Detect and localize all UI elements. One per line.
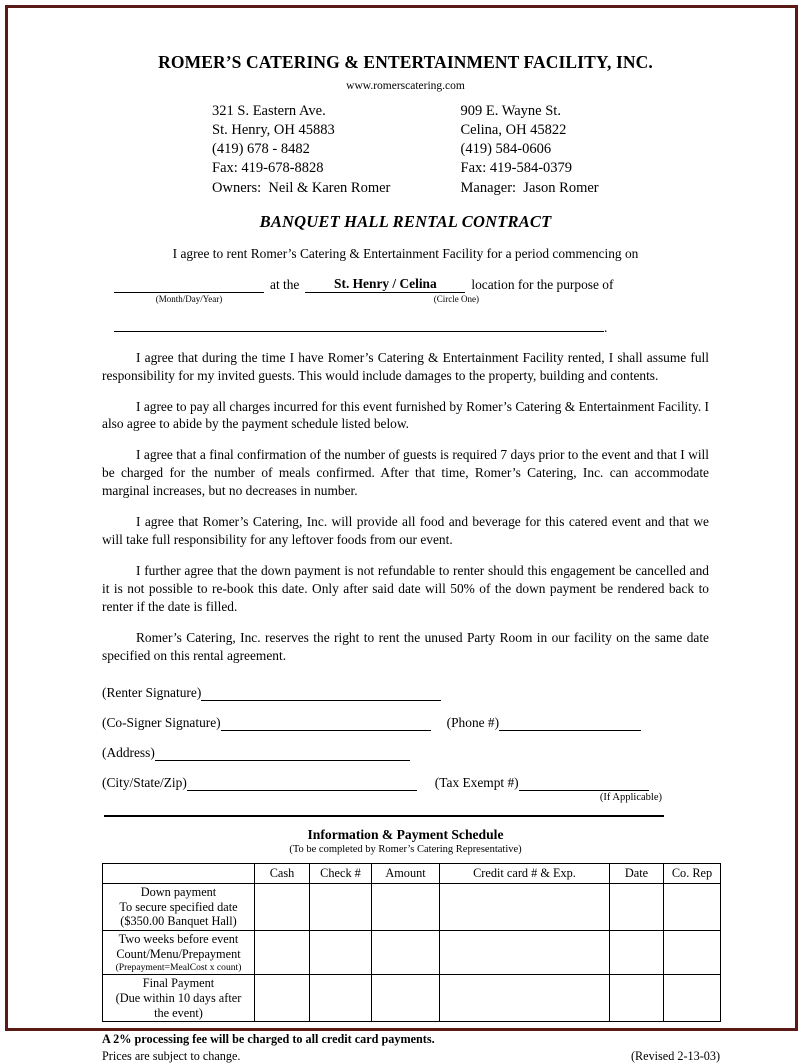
row-3-co-rep-cell[interactable] bbox=[664, 975, 721, 1022]
paragraph-3 bbox=[102, 446, 709, 500]
contract-title: BANQUET HALL RENTAL CONTRACT bbox=[259, 211, 552, 231]
row-3-description bbox=[103, 975, 255, 1022]
month-day-year-label: (Month/Day/Year) bbox=[155, 293, 223, 304]
paragraph-6-text: Romer’s Catering, Inc. reserves the right to rent the unused Party Room in our facility on the same date specified on this rental agreement. bbox=[102, 630, 709, 664]
address-right bbox=[461, 102, 710, 198]
revised-date: (Revised 2-13-03) bbox=[630, 1049, 720, 1064]
header-co-rep: Co. Rep bbox=[664, 863, 721, 883]
company-website: www.romerscatering.com bbox=[346, 80, 465, 92]
date-blank-field[interactable] bbox=[114, 277, 264, 293]
purpose-blank-row bbox=[102, 316, 709, 336]
co-signer-label: (Co-Signer Signature) bbox=[102, 714, 221, 730]
at-the-label: at the bbox=[270, 276, 300, 292]
row-2-co-rep-cell[interactable] bbox=[664, 931, 721, 975]
date-location-sublabels bbox=[102, 294, 709, 304]
paragraph-5-text: I further agree that the down payment is not refundable to renter should this engagement be cancelled and it is not possible to re-book this date. Only after said date will 50% of the down payment be rendered back to renter if the date is filled. bbox=[102, 563, 709, 615]
row-1-cash-cell[interactable] bbox=[255, 883, 310, 930]
address-right-street: 909 E. Wayne St. bbox=[460, 103, 561, 119]
intro-text: I agree to rent Romer’s Catering & Entertainment Facility for a period commencing on bbox=[172, 245, 639, 261]
city-state-zip-field[interactable] bbox=[187, 776, 417, 791]
phone-label: (Phone #) bbox=[446, 714, 500, 730]
paragraph-1-text: I agree that during the time I have Romer’s Catering & Entertainment Facility rented, I shall assume full responsibility for my invited guests. This would include damages to the property, building and contents. bbox=[102, 349, 709, 383]
row-3-line-3: the event) bbox=[154, 1005, 203, 1020]
paragraph-4-text: I agree that Romer’s Catering, Inc. will provide all food and beverage for this catered event and that we will take full responsibility for any leftover foods from our event. bbox=[102, 514, 709, 548]
row-1-line-3: ($350.00 Banquet Hall) bbox=[120, 914, 237, 929]
paragraph-3-text: I agree that a final confirmation of the number of guests is required 7 days prior to the event and that I will be charged for the number of meals confirmed. After that time, Romer’s Catering, Inc. can accommodate marginal increases, but no decreases in number. bbox=[102, 447, 709, 499]
row-1-amount-cell[interactable] bbox=[372, 883, 440, 930]
address-field[interactable] bbox=[155, 746, 410, 761]
paragraph-6 bbox=[102, 629, 709, 665]
row-1-credit-card-cell[interactable] bbox=[440, 883, 610, 930]
row-3-date-cell[interactable] bbox=[610, 975, 664, 1022]
row-1-line-1: Down payment bbox=[140, 884, 217, 899]
row-3-credit-card-cell[interactable] bbox=[440, 975, 610, 1022]
row-1-description bbox=[103, 883, 255, 930]
phone-field[interactable] bbox=[499, 716, 641, 731]
row-1-check-cell[interactable] bbox=[310, 883, 372, 930]
header-check: Check # bbox=[310, 863, 372, 883]
row-3-amount-cell[interactable] bbox=[372, 975, 440, 1022]
row-3-line-2: (Due within 10 days after bbox=[115, 990, 242, 1005]
row-2-amount-cell[interactable] bbox=[372, 931, 440, 975]
address-right-fax: Fax: 419-584-0379 bbox=[460, 160, 573, 177]
processing-fee-note: A 2% processing fee will be charged to all credit card payments. bbox=[102, 1032, 435, 1047]
row-1-date-cell[interactable] bbox=[610, 883, 664, 930]
row-2-cash-cell[interactable] bbox=[255, 931, 310, 975]
table-row bbox=[103, 975, 721, 1022]
address-left bbox=[212, 102, 461, 198]
paragraph-2 bbox=[102, 398, 709, 434]
address-label: (Address) bbox=[102, 744, 155, 760]
table-header-row bbox=[103, 863, 721, 883]
purpose-blank-field[interactable] bbox=[114, 316, 604, 332]
purpose-period: . bbox=[604, 319, 608, 335]
renter-signature-field[interactable] bbox=[201, 686, 441, 701]
schedule-title: Information & Payment Schedule bbox=[307, 826, 504, 842]
fee-note-block bbox=[102, 1031, 435, 1064]
row-3-cash-cell[interactable] bbox=[255, 975, 310, 1022]
row-2-credit-card-cell[interactable] bbox=[440, 931, 610, 975]
if-applicable-label: (If Applicable) bbox=[599, 791, 662, 803]
price-change-note: Prices are subject to change. bbox=[102, 1048, 241, 1063]
table-row bbox=[103, 883, 721, 930]
tax-exempt-field[interactable] bbox=[519, 776, 649, 791]
header-credit-card: Credit card # & Exp. bbox=[440, 863, 610, 883]
paragraph-2-text: I agree to pay all charges incurred for this event furnished by Romer’s Catering & Entertainment Facility. I also agree to abide by the payment schedule listed below. bbox=[102, 398, 709, 432]
renter-signature-label: (Renter Signature) bbox=[102, 684, 202, 700]
purpose-label: location for the purpose of bbox=[471, 276, 614, 292]
row-2-line-1: Two weeks before event bbox=[118, 932, 239, 947]
owners-line: Owners: Neil & Karen Romer bbox=[212, 179, 391, 196]
table-row bbox=[103, 931, 721, 975]
document-footer bbox=[102, 1031, 720, 1064]
circle-one-label: (Circle One) bbox=[433, 293, 479, 304]
paragraph-5 bbox=[102, 562, 709, 616]
row-2-check-cell[interactable] bbox=[310, 931, 372, 975]
section-divider bbox=[104, 815, 664, 817]
row-3-check-cell[interactable] bbox=[310, 975, 372, 1022]
address-right-city: Celina, OH 45822 bbox=[460, 122, 567, 139]
row-2-line-3: (Prepayment=MealCost x count) bbox=[115, 961, 242, 973]
signature-block bbox=[102, 685, 709, 803]
company-name: ROMER’S CATERING & ENTERTAINMENT FACILITY, INC. bbox=[158, 52, 653, 72]
address-left-phone: (419) 678 - 8482 bbox=[212, 141, 310, 158]
co-signer-row bbox=[102, 715, 709, 731]
row-1-line-2: To secure specified date bbox=[119, 899, 238, 914]
co-signer-field[interactable] bbox=[221, 716, 431, 731]
address-block bbox=[102, 102, 709, 198]
address-row bbox=[102, 745, 709, 761]
address-left-city: St. Henry, OH 45883 bbox=[212, 122, 335, 139]
tax-exempt-label: (Tax Exempt #) bbox=[434, 774, 519, 790]
renter-signature-row bbox=[102, 685, 709, 701]
schedule-subtitle: (To be completed by Romer’s Catering Representative) bbox=[289, 843, 522, 855]
row-3-line-1: Final Payment bbox=[142, 976, 215, 991]
row-2-date-cell[interactable] bbox=[610, 931, 664, 975]
row-2-line-2: Count/Menu/Prepayment bbox=[116, 946, 241, 961]
page-border bbox=[5, 5, 798, 1064]
paragraph-1 bbox=[102, 349, 709, 385]
location-circle-one[interactable]: St. Henry / Celina bbox=[305, 276, 465, 293]
address-right-phone: (419) 584-0606 bbox=[460, 141, 552, 158]
date-location-line bbox=[102, 276, 709, 293]
address-left-street: 321 S. Eastern Ave. bbox=[212, 103, 326, 119]
header-cash: Cash bbox=[255, 863, 310, 883]
address-left-fax: Fax: 419-678-8828 bbox=[212, 160, 324, 177]
header-amount: Amount bbox=[372, 863, 440, 883]
city-state-zip-row bbox=[102, 775, 709, 791]
header-date: Date bbox=[610, 863, 664, 883]
payment-schedule-table bbox=[102, 863, 721, 1023]
city-state-zip-label: (City/State/Zip) bbox=[102, 774, 187, 790]
header-blank bbox=[103, 863, 255, 883]
paragraph-4 bbox=[102, 513, 709, 549]
row-1-co-rep-cell[interactable] bbox=[664, 883, 721, 930]
manager-line: Manager: Jason Romer bbox=[460, 179, 599, 196]
row-2-description bbox=[103, 931, 255, 975]
document-sheet bbox=[14, 14, 789, 1064]
